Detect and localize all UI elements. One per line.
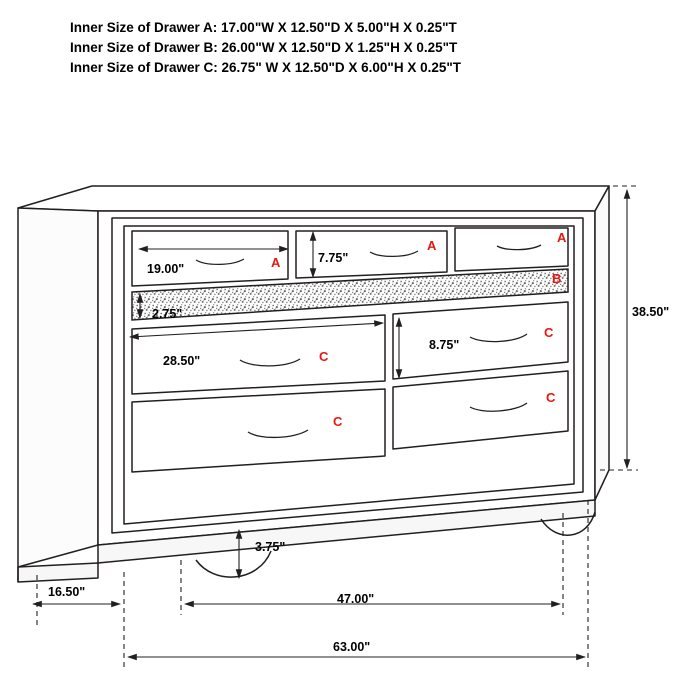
spec-line-drawer-c: Inner Size of Drawer C: 26.75" W X 12.50"D X 6.00"H X 0.25"T [70,60,462,75]
dim-drawer-c-height: 8.75" [429,338,460,352]
spec-line-drawer-b: Inner Size of Drawer B: 26.00"W X 12.50"D X 1.25"H X 0.25"T [70,40,458,55]
dim-total-width: 63.00" [333,640,371,654]
drawer-tag-a-2: A [427,238,437,253]
dim-drawer-a-height: 7.75" [318,251,349,265]
drawer-tag-a-3: A [557,230,567,245]
drawer-tag-c-2: C [544,325,554,340]
dim-drawer-c-width: 28.50" [163,354,201,368]
dim-drawer-a-width: 19.00" [147,262,185,276]
spec-line-drawer-a: Inner Size of Drawer A: 17.00"W X 12.50"D X 5.00"H X 0.25"T [70,20,457,35]
drawer-tag-c-1: C [319,349,329,364]
drawer-tag-c-4: C [546,390,556,405]
dim-depth: 16.50" [48,585,86,599]
dim-drawer-b-height: 2.75" [152,307,183,321]
drawer-tag-a-1: A [271,255,281,270]
dim-inner-width: 47.00" [337,592,375,606]
drawer-tag-c-3: C [333,414,343,429]
drawer-tag-b-1: B [552,271,562,286]
dim-total-height: 38.50" [632,305,670,319]
dim-leg-height: 3.75" [255,540,286,554]
